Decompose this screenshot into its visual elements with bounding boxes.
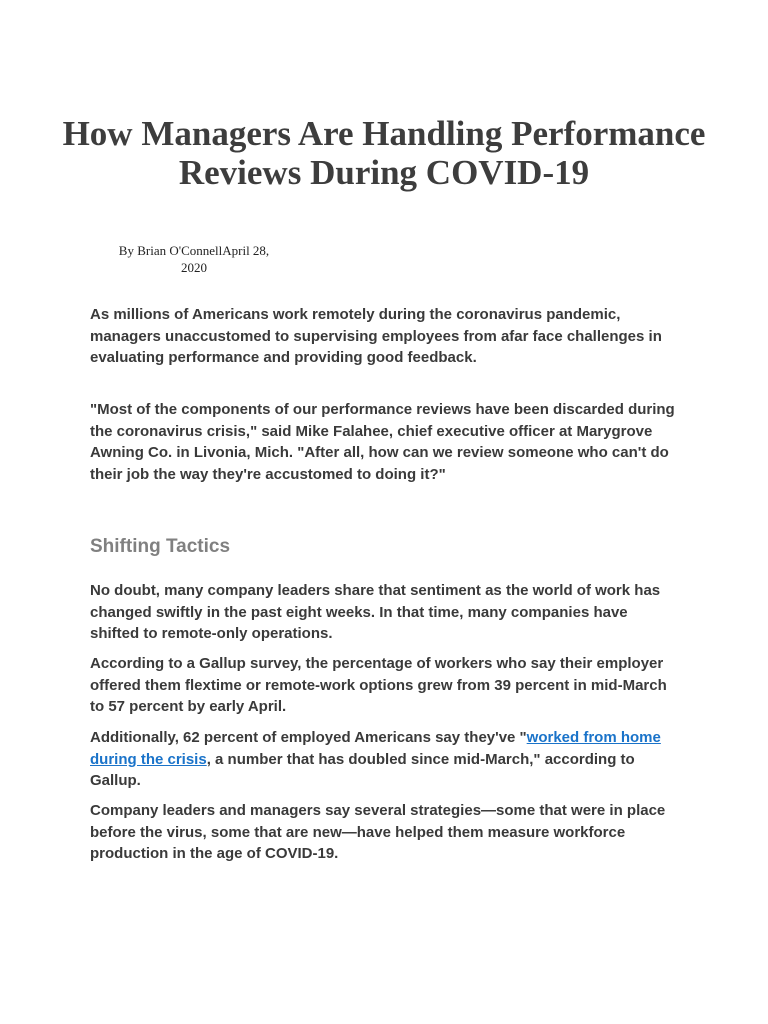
section-paragraph-3: [90, 727, 680, 792]
article-title: How Managers Are Handling Performance Reviews During COVID-19: [62, 114, 706, 192]
section-paragraph-2: According to a Gallup survey, the percentage of workers who say their employer offered them flextime or remote-work options grew from 39 percent in mid-March to 57 percent by early April.: [90, 655, 667, 715]
intro-paragraph-2: "Most of the components of our performance reviews have been discarded during the coronavirus crisis," said Mike Falahee, chief executive officer at Marygrove Awning Co. in Livonia, Mich. "After all, how can we review someone who can't do their job the way they're accustomed to doing it?": [90, 401, 675, 483]
article-byline: By Brian O'ConnellApril 28, 2020: [118, 243, 270, 275]
paragraph-3-text-before: Additionally, 62 percent of employed Americans say they've ": [90, 729, 527, 746]
gallup-link[interactable]: worked from home during the crisis: [90, 729, 661, 768]
paragraph-3-text-after: , a number that has doubled since mid-March," according to Gallup.: [90, 750, 635, 789]
section-paragraph-1: No doubt, many company leaders share that sentiment as the world of work has changed swiftly in the past eight weeks. In that time, many companies have shifted to remote-only operations.: [90, 582, 661, 642]
section-paragraph-4: Company leaders and managers say several strategies—some that were in place before the virus, some that are new—have helped them measure workforce production in the age of COVID-19.: [90, 802, 666, 862]
section-heading: Shifting Tactics: [90, 536, 231, 557]
intro-paragraph-1: As millions of Americans work remotely during the coronavirus pandemic, managers unaccustomed to supervising employees from afar face challenges in evaluating performance and providing good feedback.: [90, 306, 662, 366]
